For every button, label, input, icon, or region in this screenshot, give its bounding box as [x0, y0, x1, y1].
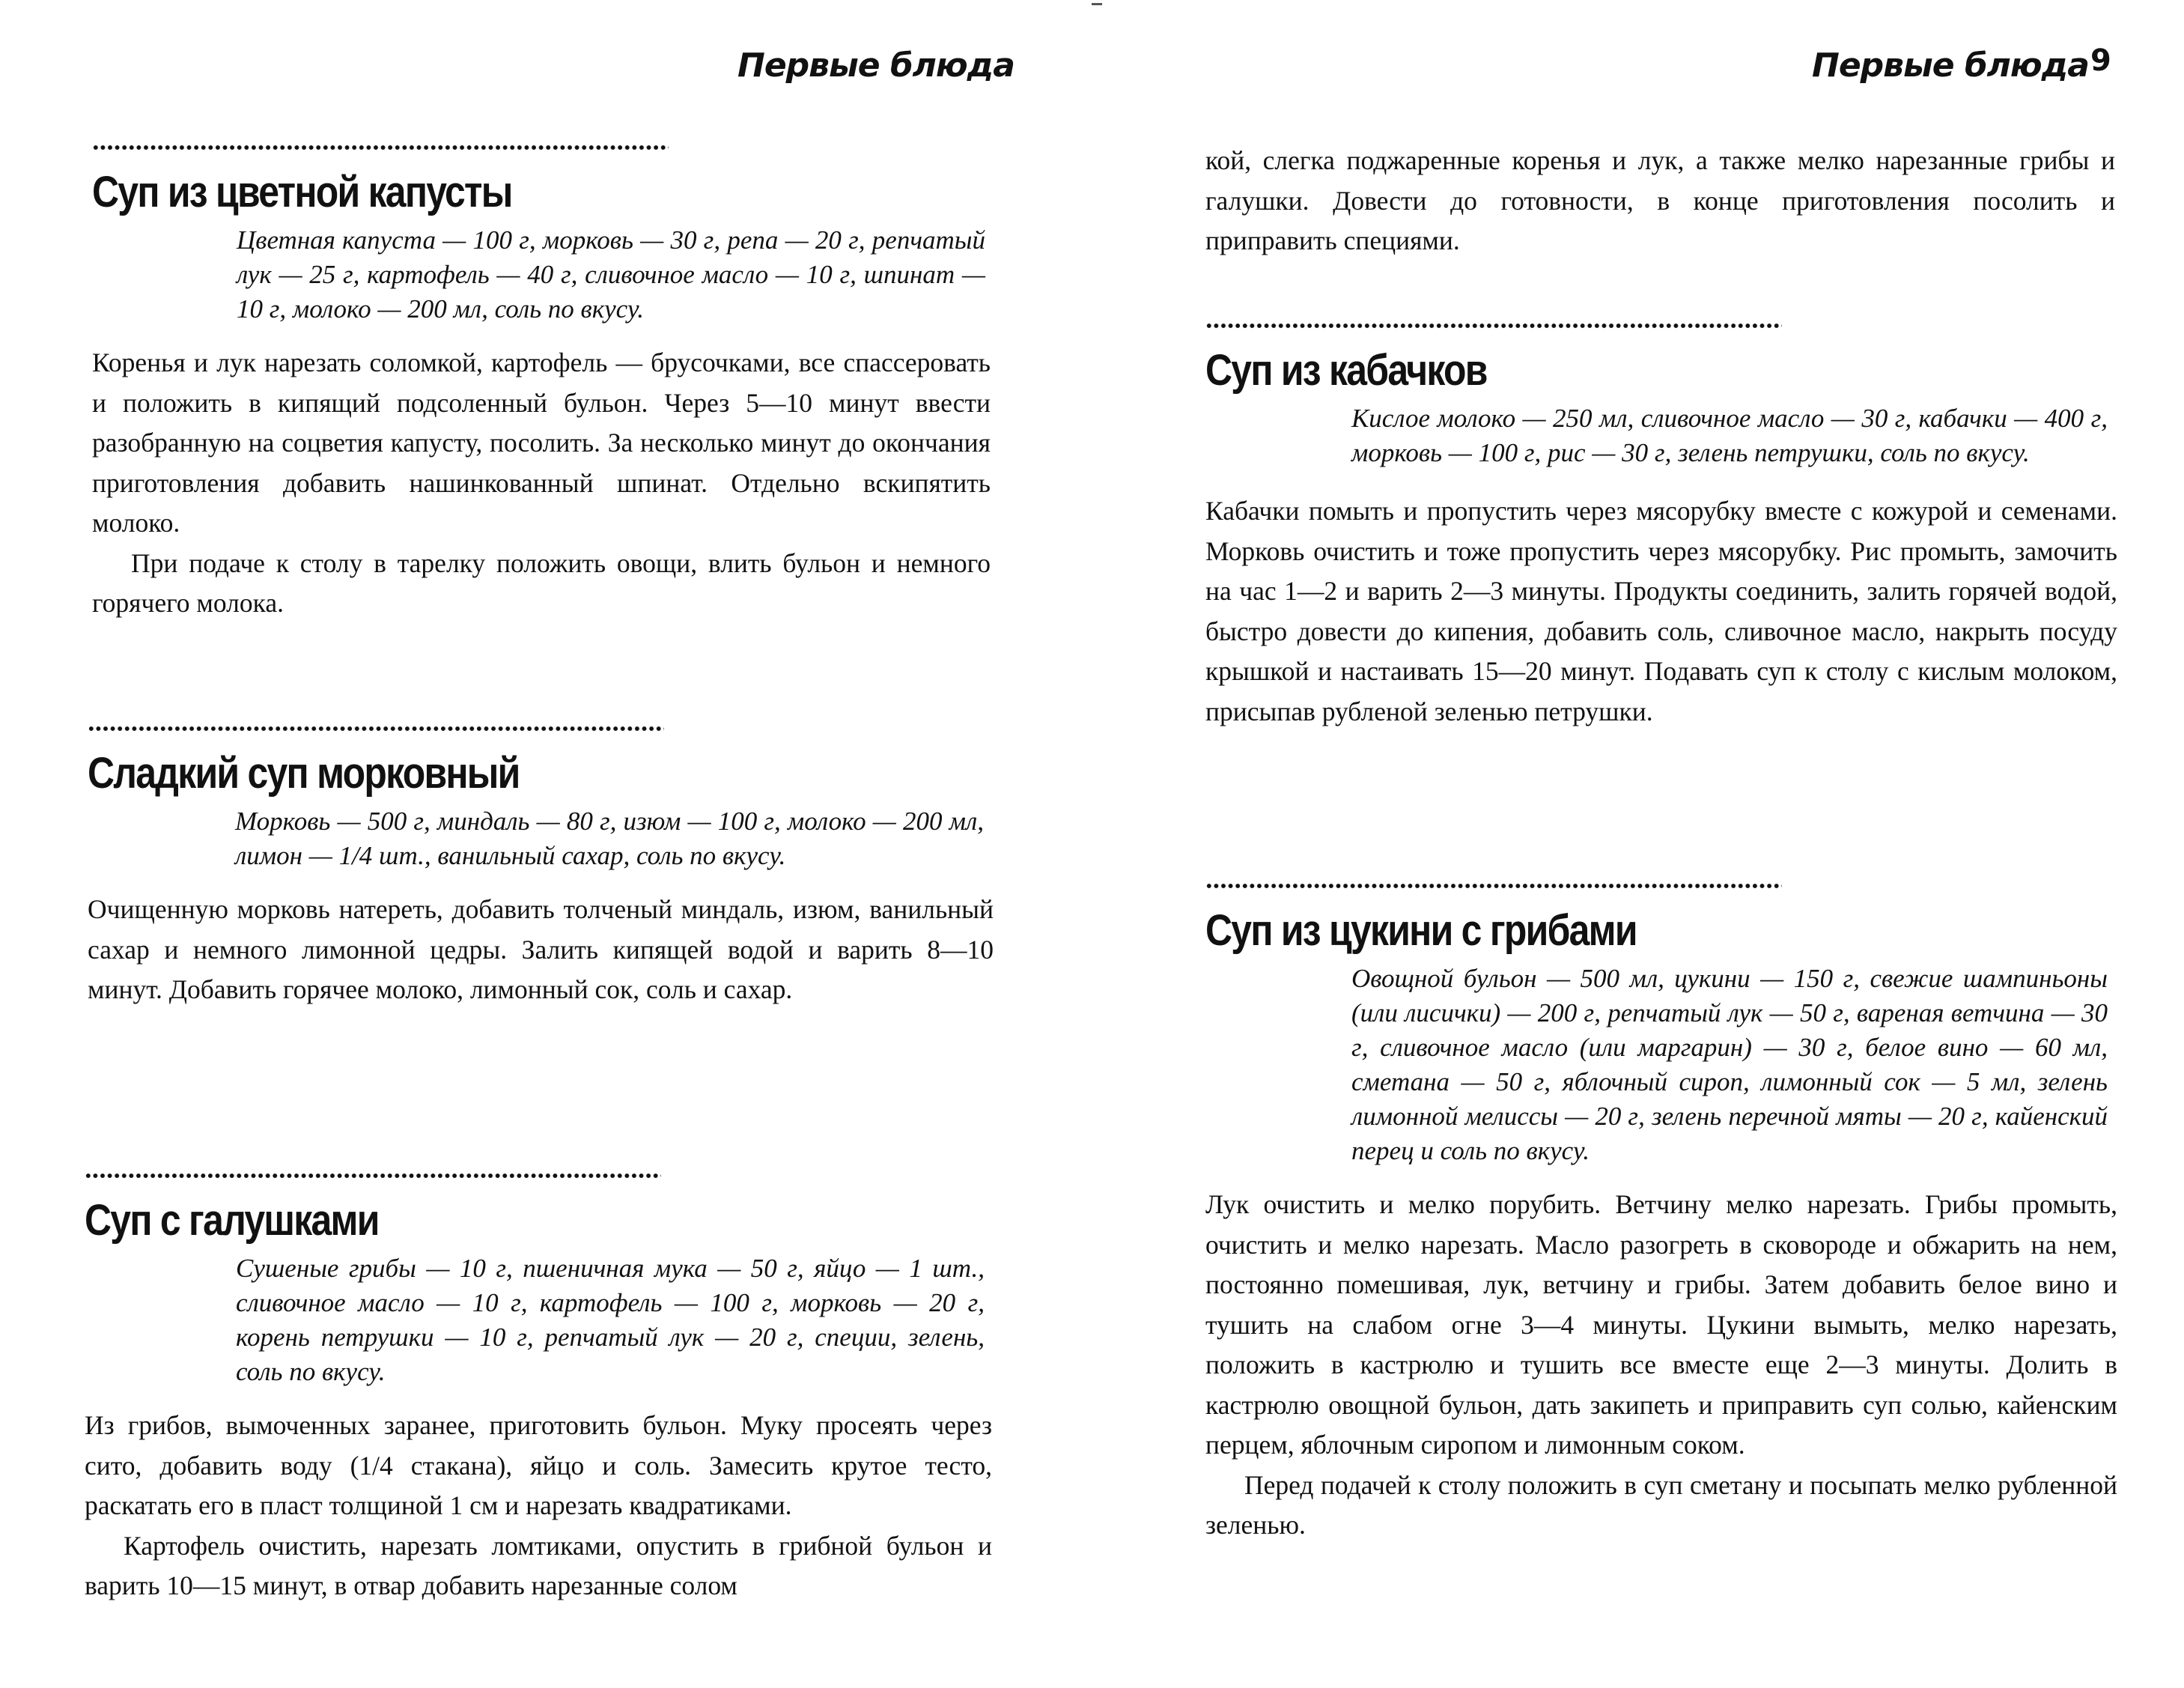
instruction-paragraph: При подаче к столу в тарелку положить овощи, влить бульон и немного горячего молока.: [92, 547, 991, 618]
continuation-text: кой, слегка поджаренные коренья и лук, а также мелко нарезанные грибы и галушки. Довести до готовности, в конце приготовления посолить и приправить специями.: [1205, 145, 2115, 255]
instruction-paragraph: Перед подачей к столу положить в суп сметану и посыпать мелко рубленной зеленью.: [1205, 1469, 2117, 1540]
running-head: Первые блюда: [1812, 46, 2089, 85]
instruction-paragraph: Кабачки помыть и пропустить через мясорубку вместе с кожурой и семенами. Морковь очистить и тоже пропустить через мясорубку. Рис промыть, замочить на час 1—2 и варить 2—3 минуты. Продукты соединить, залить горячей водой, быстро довести до кипения, добавить соль, сливочное масло, накрыть посуду крышкой и настаивать 15—20 минут. Подавать суп к столу с кислым молоком, присыпав рубленой зеленью петрушки.: [1205, 496, 2117, 726]
ingredients-list: Кислое молоко — 250 мл, сливочное масло — 30 г, кабачки — 400 г, морковь — 100 г, рис — 30 г, зелень петрушки, соль по вкусу.: [1351, 404, 2108, 467]
ingredients-list: Сушеные грибы — 10 г, пшеничная мука — 50 г, яйцо — 1 шт., сливочное масло — 10 г, картофель — 100 г, морковь — 20 г, корень петрушки — 10 г, репчатый лук — 20 г, специи, зелень, соль по вкусу.: [236, 1254, 985, 1386]
recipe-instructions: [1205, 1185, 2117, 1546]
dotted-separator: [92, 144, 669, 151]
ingredients-list: Овощной бульон — 500 мл, цукини — 150 г, свежие шампиньоны (или лисички) — 200 г, репчатый лук — 50 г, вареная ветчина — 30 г, сливочное масло (или маргарин) — 30 г, белое вино — 60 мл, сметана — 50 г, яблочный сироп, лимонный сок — 5 мл, зелень лимонной мелиссы — 20 г, зелень перечной мяты — 20 г, кайенский перец и соль по вкусу.: [1351, 964, 2108, 1165]
recipe-title: Сладкий суп морковный: [88, 749, 520, 798]
left-page: [0, 0, 1078, 1688]
recipe-zucchini-soup: [1205, 322, 2117, 732]
dotted-separator: [85, 1172, 661, 1180]
dotted-separator: [1205, 322, 1782, 330]
dotted-separator: [1205, 882, 1782, 890]
recipe-title: Суп из цветной капусты: [92, 168, 512, 216]
recipe-instructions: [85, 1406, 992, 1606]
recipe-instructions: [88, 890, 994, 1010]
recipe-courgette-mushroom-soup: [1205, 882, 2117, 1546]
recipe-instructions: [92, 343, 991, 624]
recipe-cauliflower-soup: [92, 144, 991, 624]
instruction-paragraph: Из грибов, вымоченных заранее, приготовить бульон. Муку просеять через сито, добавить воду (1/4 стакана), яйцо и соль. Замесить крутое тесто, раскатать его в пласт толщиной 1 см и нарезать квадратиками.: [85, 1410, 992, 1520]
recipe-title: Суп с галушками: [85, 1196, 379, 1245]
recipe-instructions: [1205, 491, 2117, 732]
ingredients-list: Морковь — 500 г, миндаль — 80 г, изюм — 100 г, молоко — 200 мл, лимон — 1/4 шт., ванильный сахар, соль по вкусу.: [235, 807, 984, 870]
instruction-paragraph: Лук очистить и мелко порубить. Ветчину мелко нарезать. Грибы промыть, очистить и мелко нарезать. Масло разогреть в сковороде и обжарить на нем, постоянно помешивая, лук, ветчину и грибы. Затем добавить белое вино и тушить на слабом огне 3—4 минуты. Цукини вымыть, мелко нарезать, положить в кастрюлю и тушить все вместе еще 2—3 минуты. Долить в кастрюлю овощной бульон, дать закипеть и приправить суп солью, кайенским перцем, яблочным сиропом и лимонным соком.: [1205, 1189, 2117, 1460]
dotted-separator: [88, 725, 664, 732]
recipe-title: Суп из кабачков: [1205, 346, 1487, 395]
right-page: [1078, 0, 2184, 1688]
instruction-paragraph: Картофель очистить, нарезать ломтиками, опустить в грибной бульон и варить 10—15 минут, в отвар добавить нарезанные солом: [85, 1530, 992, 1600]
instruction-paragraph: Очищенную морковь натереть, добавить толченый миндаль, изюм, ванильный сахар и немного лимонной цедры. Залить кипящей водой и варить 8—10 минут. Добавить горячее молоко, лимонный сок, соль и сахар.: [88, 894, 994, 1004]
ingredients-list: Цветная капуста — 100 г, морковь — 30 г, репа — 20 г, репчатый лук — 25 г, картофель — 40 г, сливочное масло — 10 г, шпинат — 10 г, молоко — 200 мл, соль по вкусу.: [237, 225, 985, 324]
instruction-paragraph: Коренья и лук нарезать соломкой, картофель — брусочками, все спассеровать и положить в кипящий подсоленный бульон. Через 5—10 минут ввести разобранную на соцветия капусту, посолить. За несколько минут до окончания приготовления добавить нашинкованный шпинат. Отдельно вскипятить молоко.: [92, 347, 991, 538]
running-head: Первые блюда: [737, 46, 1015, 85]
recipe-title: Суп из цукини с грибами: [1205, 906, 1637, 955]
page-number: 9: [2090, 43, 2111, 78]
recipe-dumpling-soup: [85, 1172, 992, 1606]
recipe-sweet-carrot-soup: [88, 725, 994, 1010]
